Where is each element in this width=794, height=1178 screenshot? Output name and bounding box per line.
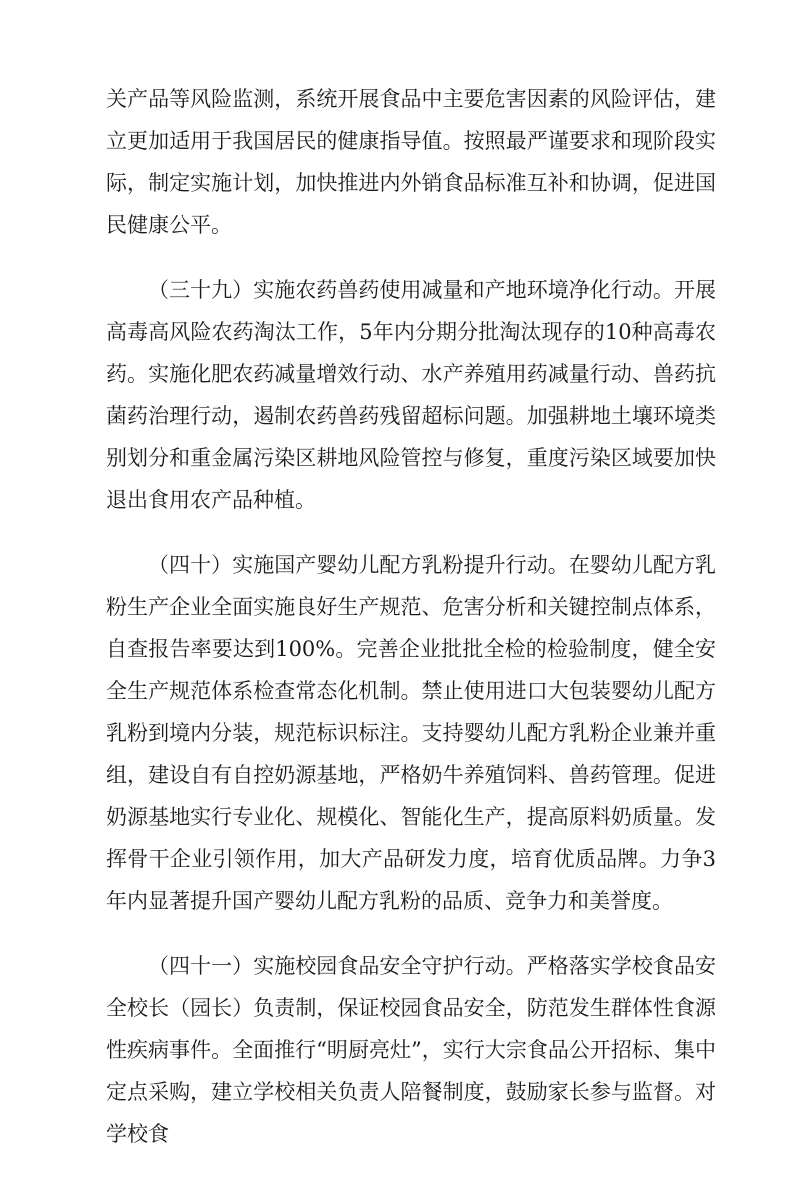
document-body [106,78,716,1178]
paragraph-40-infant-formula: （四十）实施国产婴幼儿配方乳粉提升行动。在婴幼儿配方乳粉生产企业全面实施良好生产规范、危害分析和关键控制点体系，自查报告率要达到100%。完善企业批批全检的检验制度，健全安全生产规范体系检查常态化机制。禁止使用进口大包装婴幼儿配方乳粉到境内分装，规范标识标注。支持婴幼儿配方乳粉企业兼并重组，建设自有自控奶源基地，严格奶牛养殖饲料、兽药管理。促进奶源基地实行专业化、规模化、智能化生产，提高原料奶质量。发挥骨干企业引领作用，加大产品研发力度，培育优质品牌。力争3年内显著提升国产婴幼儿配方乳粉的品质、竞争力和美誉度。 [106,553,716,913]
paragraph-continuation: 关产品等风险监测，系统开展食品中主要危害因素的风险评估，建立更加适用于我国居民的健康指导值。按照最严谨要求和现阶段实际，制定实施计划，加快推进内外销食品标准互补和协调，促进国民健康公平。 [106,87,716,237]
paragraph-39-pesticide-reduction: （三十九）实施农药兽药使用减量和产地环境净化行动。开展高毒高风险农药淘汰工作，5年内分期分批淘汰现存的10种高毒农药。实施化肥农药减量增效行动、水产养殖用药减量行动、兽药抗菌药治理行动，遏制农药兽药残留超标问题。加强耕地土壤环境类别划分和重金属污染区耕地风险管控与修复，重度污染区域要加快退出食用农产品种植。 [106,278,716,512]
paragraph-41-campus-food-safety: （四十一）实施校园食品安全守护行动。严格落实学校食品安全校长（园长）负责制，保证校园食品安全，防范发生群体性食源性疾病事件。全面推行“明厨亮灶”，实行大宗食品公开招标、集中定点采购，建立学校相关负责人陪餐制度，鼓励家长参与监督。对学校食 [106,954,716,1146]
